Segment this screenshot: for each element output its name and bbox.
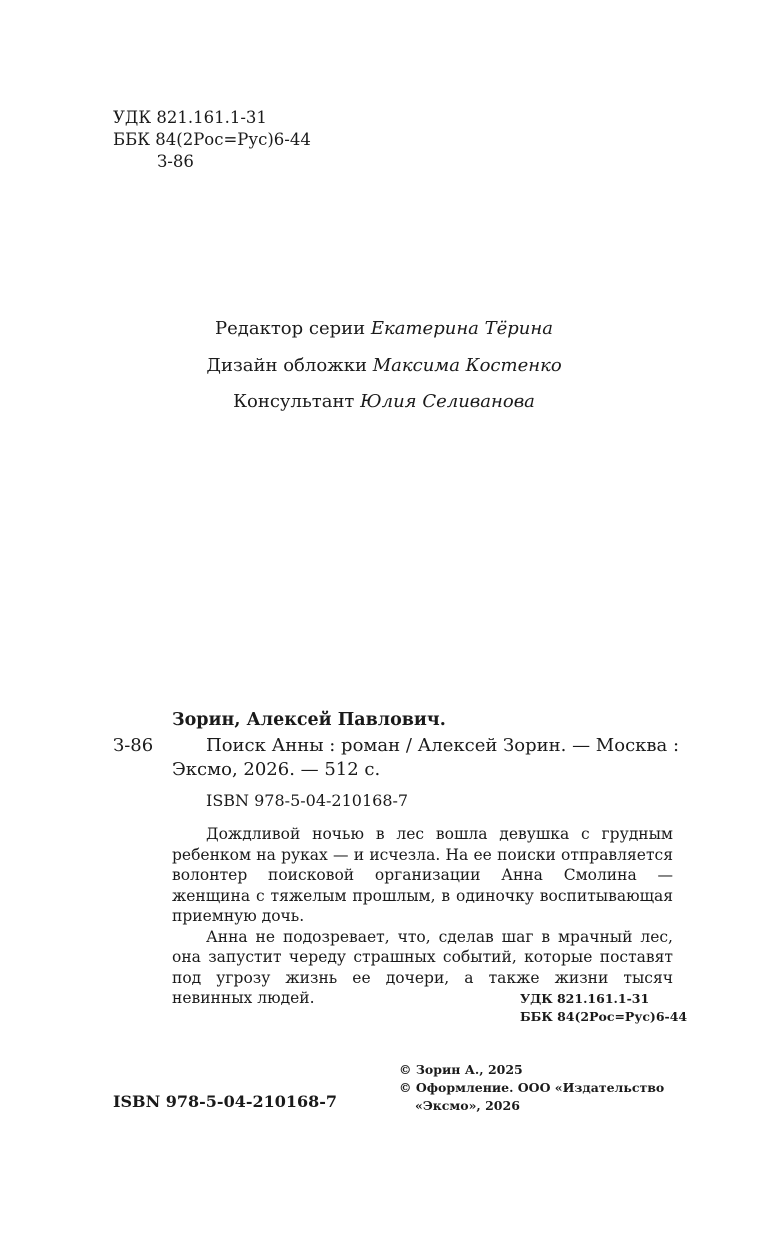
credit-person: Екатерина Тёрина xyxy=(370,318,553,339)
classification-block-top xyxy=(113,107,311,173)
record-isbn: ISBN 978-5-04-210168-7 xyxy=(206,791,409,810)
copyright-design-line2: «Эксмо», 2026 xyxy=(415,1098,520,1113)
credit-person: Максима Костенко xyxy=(372,354,562,376)
udk-code: УДК 821.161.1-31 xyxy=(113,108,267,127)
record-publisher-line: Эксмо, 2026. — 512 с. xyxy=(172,759,381,780)
annotation-paragraph: Дождливой ночью в лес вошла девушка с грудным ребенком на руках — и исчезла. На ее поиски отправляется волонтер поисковой организации Анна Смолина — женщина с тяжелым прошлым, в одиночку воспитывающая приемную дочь. xyxy=(172,825,673,925)
record-title-line: Поиск Анны : роман / Алексей Зорин. — Москва : xyxy=(206,735,680,756)
record-author: Зорин, Алексей Павлович. xyxy=(172,710,446,730)
credit-series-editor xyxy=(0,311,768,348)
credit-cover-design xyxy=(0,348,768,385)
credit-consultant xyxy=(0,384,768,421)
credit-person: Юлия Селиванова xyxy=(360,391,535,412)
bbk-code: ББК 84(2Рос=Рус)6-44 xyxy=(113,130,311,149)
credits-block xyxy=(0,311,768,421)
isbn-bottom: ISBN 978-5-04-210168-7 xyxy=(113,1092,338,1111)
bbk-code: ББК 84(2Рос=Рус)6-44 xyxy=(520,1008,688,1024)
credit-role: Дизайн обложки xyxy=(206,354,367,376)
annotation-paragraph: Анна не подозревает, что, сделав шаг в мрачный лес, она запустит череду страшных событий, которые поставят под угрозу жизнь ее дочери, а также жизни тысяч невинных людей. xyxy=(172,927,673,1007)
credit-role: Редактор серии xyxy=(215,318,366,339)
copyright-author: © Зорин А., 2025 xyxy=(399,1062,523,1077)
author-mark: З-86 xyxy=(157,152,194,171)
classification-block-bottom xyxy=(520,990,687,1025)
copyright-block xyxy=(399,1061,664,1115)
credit-role: Консультант xyxy=(233,391,355,412)
udk-code: УДК 821.161.1-31 xyxy=(520,991,650,1006)
annotation xyxy=(172,824,673,1009)
copyright-design-line1: © Оформление. ООО «Издательство xyxy=(399,1080,665,1095)
record-author-mark: З-86 xyxy=(113,735,154,756)
